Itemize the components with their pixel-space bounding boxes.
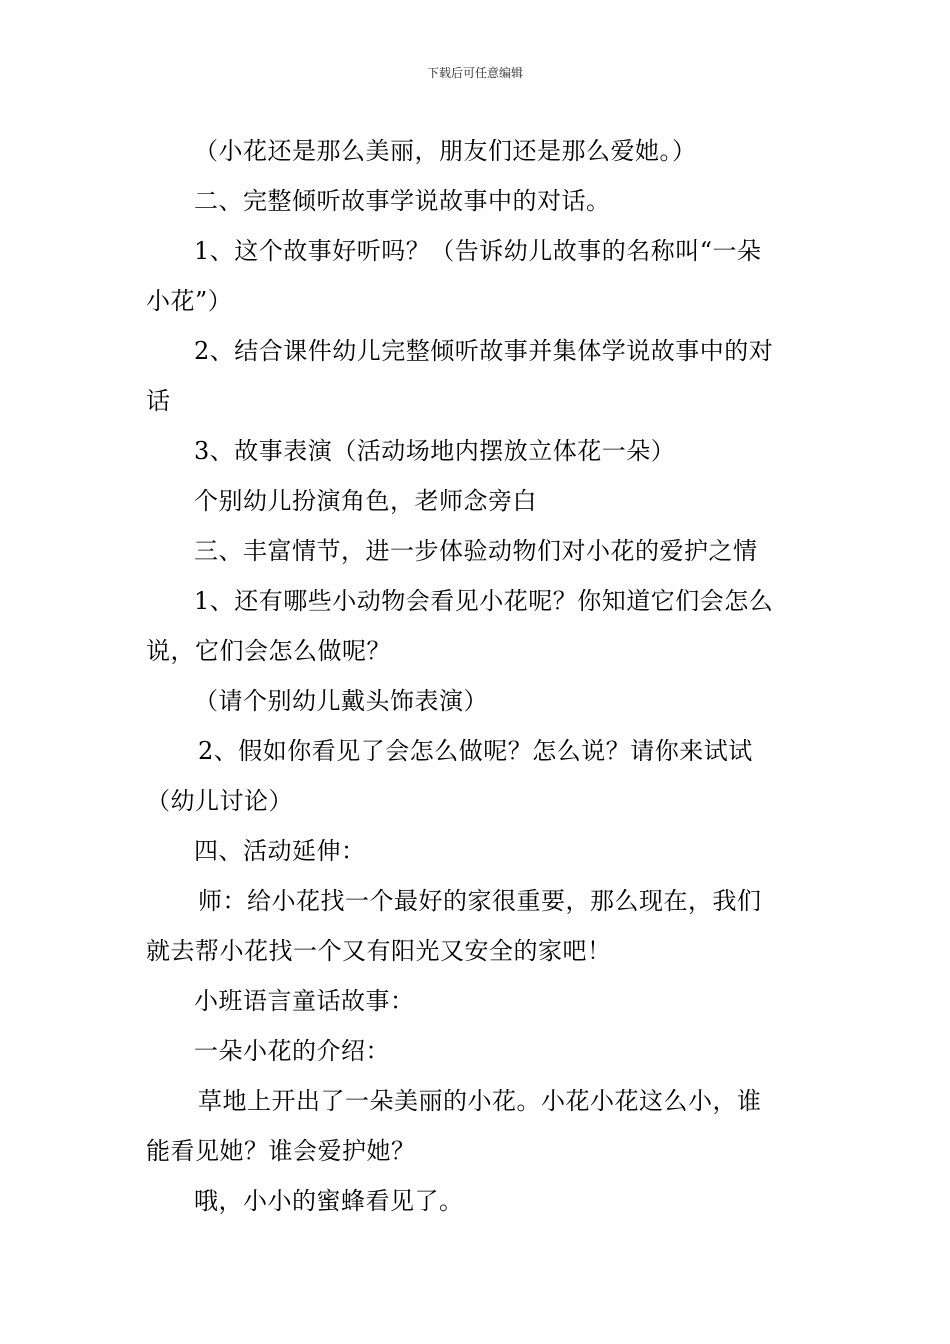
paragraph-line: 2、结合课件幼儿完整倾听故事并集体学说故事中的对 [194, 337, 774, 365]
paragraph-line: 3、故事表演（活动场地内摆放立体花一朵） [194, 437, 676, 465]
section-heading: 四、活动延伸： [194, 837, 366, 865]
header-note: 下载后可任意编辑 [426, 66, 523, 80]
paragraph-line: 1、这个故事好听吗？（告诉幼儿故事的名称叫“一朵 [194, 237, 762, 265]
paragraph-line: （请个别幼儿戴头饰表演） [194, 687, 488, 715]
paragraph-line: 哦，小小的蜜蜂看见了。 [194, 1187, 464, 1215]
paragraph-line: 小花”） [146, 287, 233, 315]
paragraph-line: 1、还有哪些小动物会看见小花呢？你知道它们会怎么 [194, 587, 774, 615]
document-body [146, 126, 808, 1226]
paragraph-line: 话 [146, 387, 171, 415]
section-heading: 三、丰富情节，进一步体验动物们对小花的爱护之情 [194, 537, 758, 565]
paragraph-line: 2、假如你看见了会怎么做呢？怎么说？请你来试试 [198, 737, 753, 765]
paragraph-line: 小班语言童话故事： [194, 987, 415, 1015]
paragraph-line: 草地上开出了一朵美丽的小花。小花小花这么小，谁 [198, 1087, 762, 1115]
paragraph-line: （幼儿讨论） [146, 787, 293, 815]
paragraph-line: 师：给小花找一个最好的家很重要，那么现在，我们 [198, 887, 762, 915]
paragraph-line: （小花还是那么美丽，朋友们还是那么爱她。） [194, 137, 697, 165]
paragraph-line: 说，它们会怎么做呢？ [146, 637, 391, 665]
paragraph-line: 一朵小花的介绍： [194, 1037, 390, 1065]
paragraph-line: 就去帮小花找一个又有阳光又安全的家吧！ [146, 937, 612, 965]
paragraph-line: 个别幼儿扮演角色，老师念旁白 [194, 487, 537, 515]
paragraph-line: 能看见她？谁会爱护她？ [146, 1137, 416, 1165]
section-heading: 二、完整倾听故事学说故事中的对话。 [194, 187, 611, 215]
